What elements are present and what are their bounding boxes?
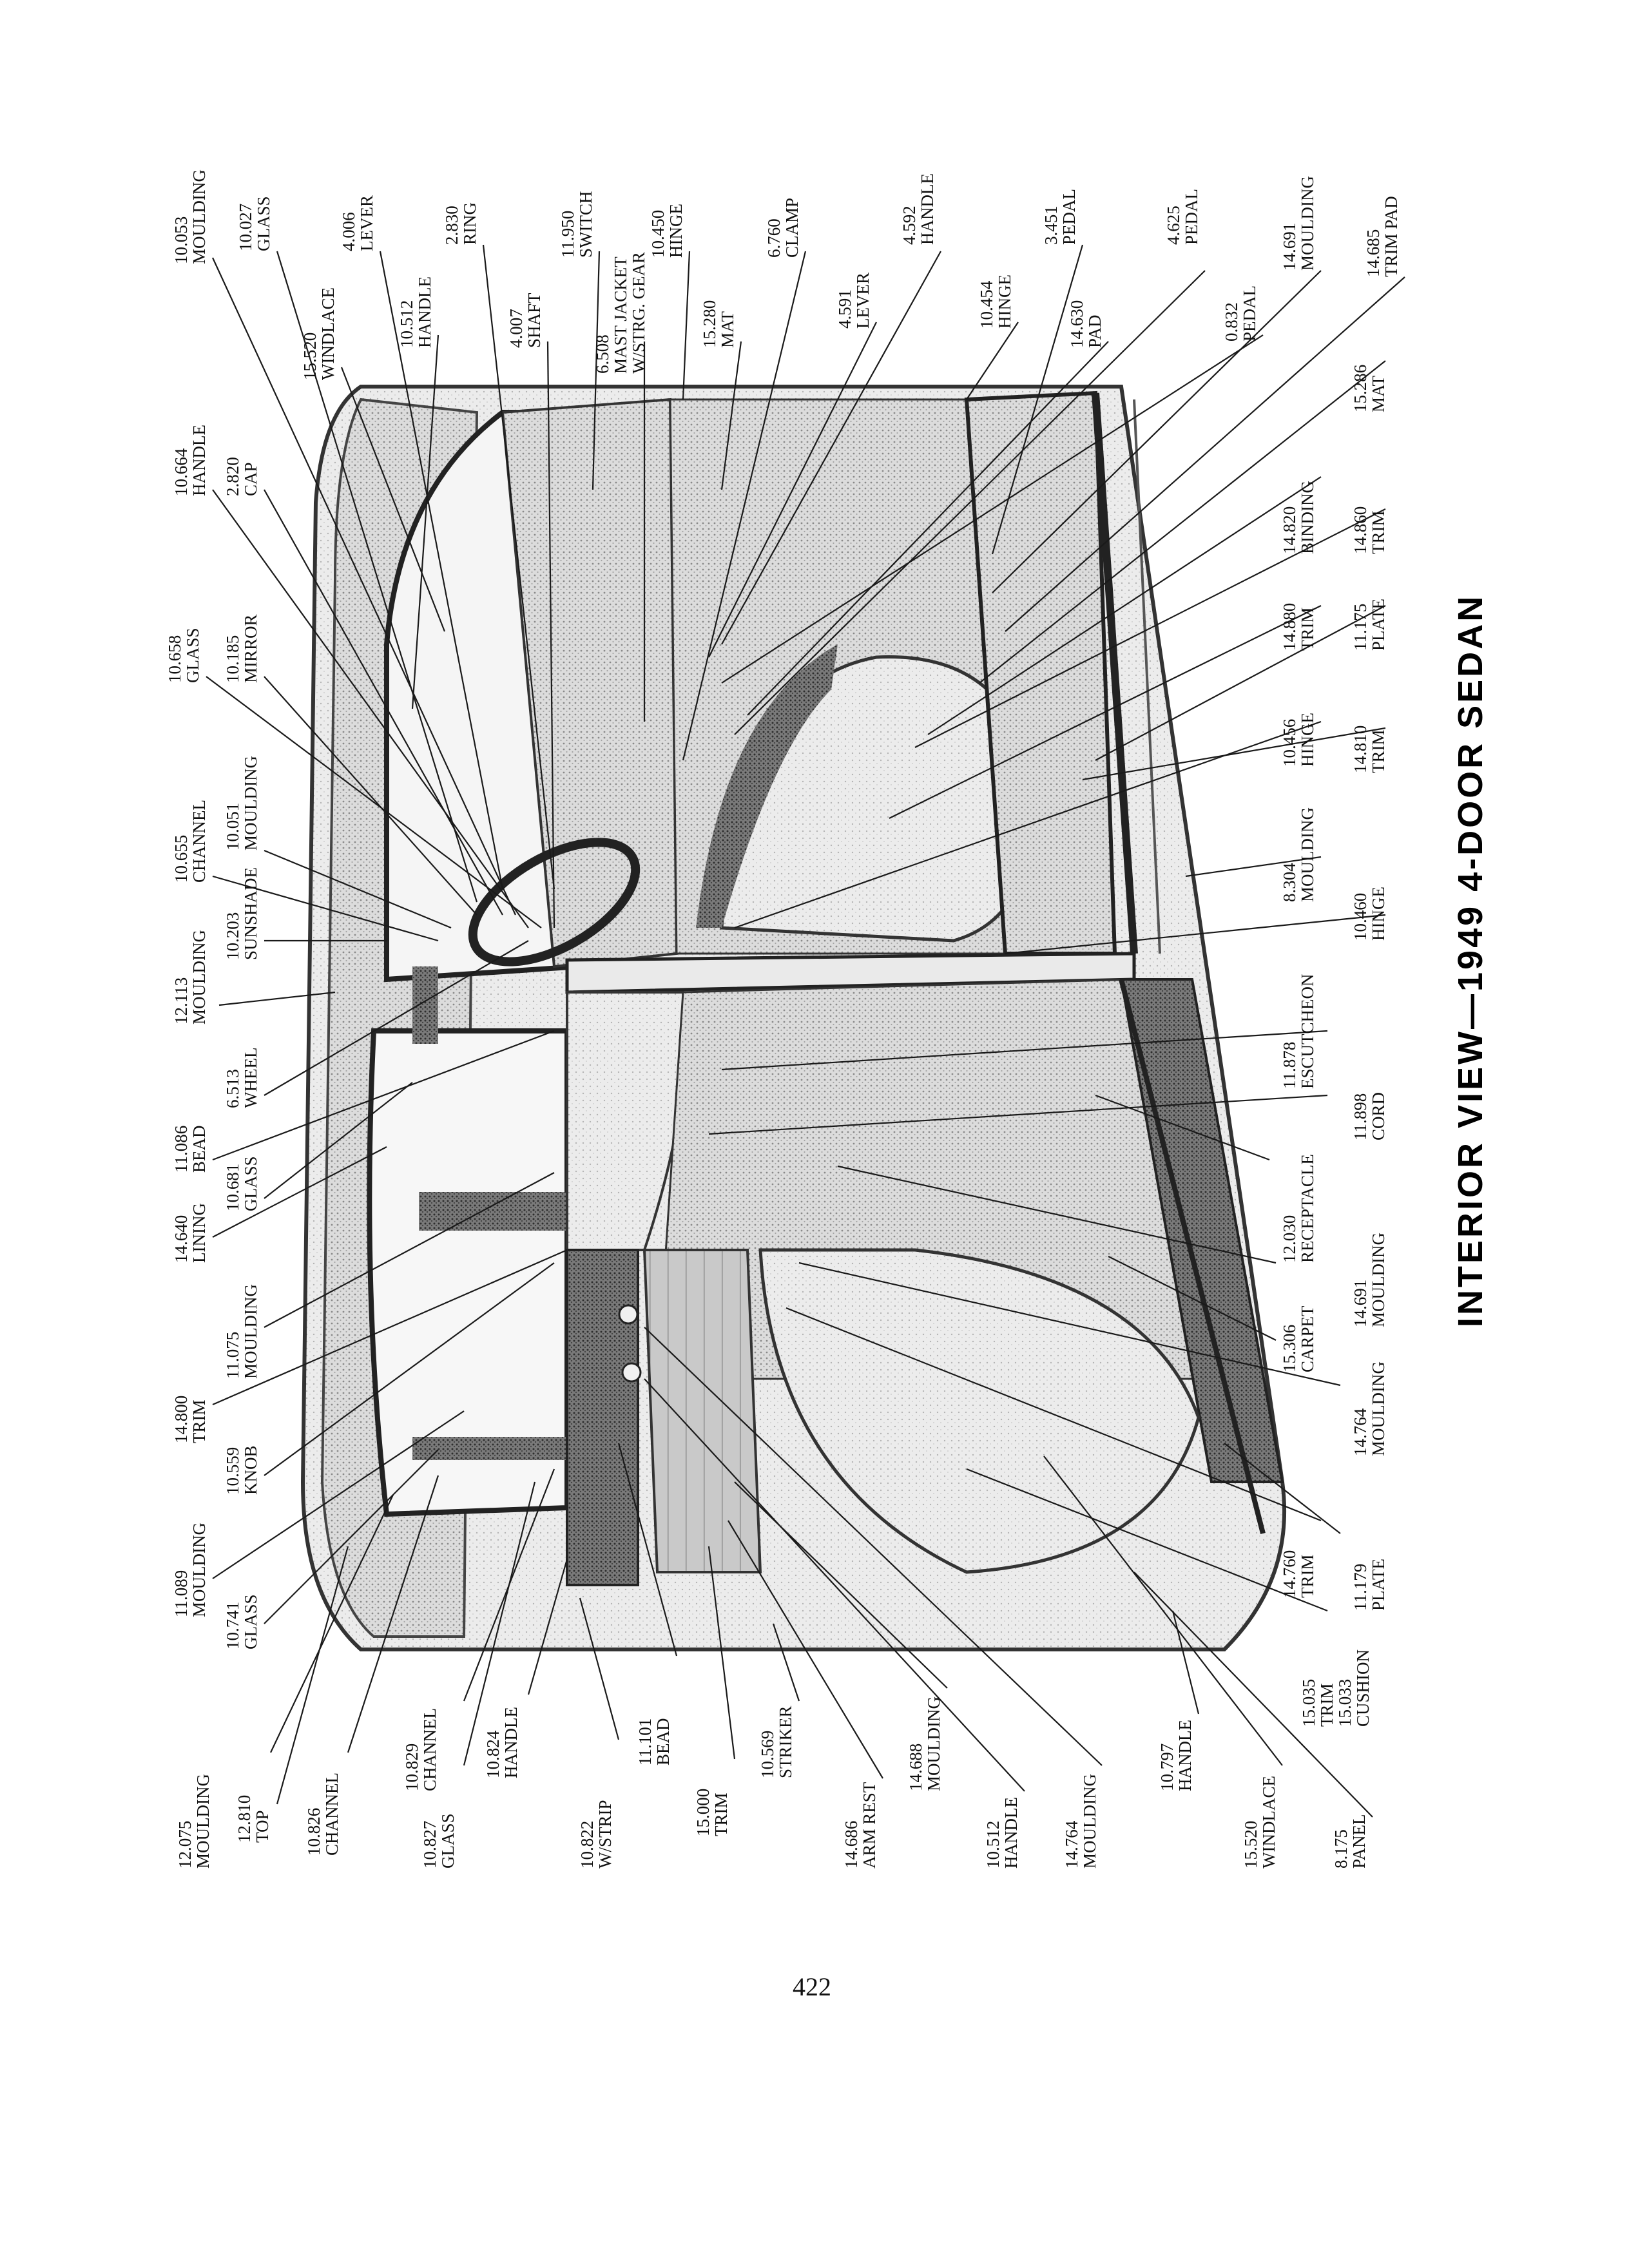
label-mould-8304: 8.304MOULDING [1280, 807, 1317, 902]
label-clamp-6760: 6.760CLAMP [764, 197, 802, 258]
label-trim-14860: 14.860TRIM [1351, 506, 1388, 554]
label-esc-11878: 11.878ESCUTCHEON [1280, 974, 1317, 1089]
label-glass-10741: 10.741GLASS [223, 1594, 260, 1649]
label-mat-15280: 15.280MAT [700, 300, 737, 348]
label-channel-10655: 10.655CHANNEL [171, 800, 209, 883]
label-trim-14880: 14.880TRIM [1280, 602, 1317, 651]
label-pedal-0832: 0.832PEDAL [1222, 285, 1259, 341]
label-handle-10664: 10.664HANDLE [171, 425, 209, 496]
label-mould-10053: 10.053MOULDING [171, 169, 209, 264]
label-trimpad-14685: 14.685TRIM PAD [1364, 196, 1401, 277]
window-handle-knob [619, 1305, 637, 1323]
label-handle-10512b: 10.512HANDLE [983, 1797, 1021, 1869]
label-hinge-10450: 10.450HINGE [648, 204, 686, 258]
label-pedal-3451: 3.451PEDAL [1041, 189, 1079, 245]
label-sunshade-10203: 10.203SUNSHADE [223, 867, 260, 960]
label-striker-10569: 10.569STRIKER [758, 1706, 795, 1778]
label-plate-11179: 11.179PLATE [1351, 1559, 1388, 1611]
label-panel-8175: 8.175PANEL [1331, 1814, 1369, 1869]
label-knob-10559: 10.559KNOB [223, 1445, 260, 1495]
label-cord-11898: 11.898CORD [1351, 1091, 1388, 1140]
label-trim-14800: 14.800TRIM [171, 1395, 209, 1443]
label-glass-10827: 10.827GLASS [420, 1813, 458, 1869]
label-mould-14691b: 14.691MOULDING [1351, 1233, 1388, 1327]
label-hinge-10456: 10.456HINGE [1280, 713, 1317, 767]
label-mould-11075: 11.075MOULDING [223, 1284, 260, 1379]
label-mould-14764a: 14.764MOULDING [1351, 1361, 1388, 1456]
label-mould-14691a: 14.691MOULDING [1280, 176, 1317, 271]
label-glass-10658: 10.658GLASS [165, 628, 202, 683]
label-switch-11950: 11.950SWITCH [558, 191, 595, 258]
label-hinge-10460: 10.460HINGE [1351, 887, 1388, 941]
label-mast-6508: 6.508MAST JACKETW/STRG. GEAR [593, 252, 648, 374]
label-recept-12030: 12.030RECEPTACLE [1280, 1154, 1317, 1263]
label-glass-10027: 10.027GLASS [236, 196, 273, 251]
rear-seat-back [644, 1250, 760, 1572]
label-mat-15286: 15.286MAT [1351, 364, 1388, 412]
label-mould-11089: 11.089MOULDING [171, 1523, 209, 1617]
label-windlace-15520b: 15.520WINDLACE [1241, 1776, 1278, 1869]
rear-side-panel [567, 1250, 638, 1585]
label-lining-14640: 14.640LINING [171, 1203, 209, 1263]
label-wheel-6513: 6.513WHEEL [223, 1047, 260, 1108]
leader-hinge-10450 [683, 251, 689, 399]
label-trim-14760: 14.760TRIM [1280, 1550, 1317, 1598]
label-trim-15000: 15.000TRIM [693, 1788, 731, 1836]
label-pedal-4625: 4.625PEDAL [1164, 189, 1201, 245]
door-handle-knob [622, 1363, 641, 1381]
label-plate-11175: 11.175PLATE [1351, 599, 1388, 651]
diagram-title: INTERIOR VIEW—1949 4-DOOR SEDAN [1451, 593, 1490, 1327]
label-ring-2830: 2.830RING [442, 202, 479, 245]
leader-mould-12075 [277, 1546, 348, 1804]
label-mould-12113: 12.113MOULDING [171, 930, 209, 1024]
label-binding-14820: 14.820BINDING [1280, 481, 1317, 554]
label-mould-12075: 12.075MOULDING [175, 1774, 213, 1869]
car-interior-illustration [303, 387, 1284, 1649]
label-handle-10797: 10.797HANDLE [1157, 1720, 1195, 1791]
label-top-12810: 12.810TOP [235, 1794, 272, 1843]
rear-pillar-bar-2 [412, 1437, 567, 1460]
label-shaft-4007: 4.007SHAFT [506, 293, 544, 348]
label-mould-10051: 10.051MOULDING [223, 756, 260, 850]
label-mould-14688: 14.688MOULDING [906, 1696, 943, 1791]
page-number: 422 [793, 1972, 831, 2001]
label-glass-10681: 10.681GLASS [223, 1156, 260, 1211]
label-hinge-10454: 10.454HINGE [977, 274, 1014, 329]
label-lever-4591: 4.591LEVER [835, 273, 872, 329]
label-carpet-15306: 15.306CARPET [1280, 1305, 1317, 1372]
label-wstrip-10822: 10.822W/STRIP [577, 1800, 615, 1869]
label-mould-14764b: 14.764MOULDING [1062, 1774, 1099, 1869]
label-cushion-15033: 15.035TRIM15.033CUSHION [1299, 1649, 1373, 1727]
label-cap-2820: 2.820CAP [223, 457, 260, 496]
label-mirror-10185: 10.185MIRROR [223, 614, 260, 683]
label-pad-14630: 14.630PAD [1067, 300, 1104, 348]
rear-pillar-bar [419, 1192, 574, 1231]
label-handle-4592: 4.592HANDLE [900, 173, 937, 245]
label-channel-10829: 10.829CHANNEL [402, 1708, 439, 1791]
label-armrest-14686: 14.686ARM REST [842, 1782, 879, 1869]
label-handle-10824: 10.824HANDLE [483, 1707, 521, 1778]
label-channel-10826: 10.826CHANNEL [304, 1773, 342, 1856]
label-bead-11086: 11.086BEAD [171, 1125, 209, 1173]
label-windlace-15520a: 15.520WINDLACE [300, 287, 338, 380]
label-lever-4006: 4.006LEVER [339, 195, 376, 251]
label-handle-10512a: 10.512HANDLE [397, 276, 434, 348]
label-trim-14810: 14.810TRIM [1351, 725, 1388, 773]
label-bead-11101: 11.101BEAD [635, 1718, 673, 1765]
center-pillar [412, 966, 438, 1044]
